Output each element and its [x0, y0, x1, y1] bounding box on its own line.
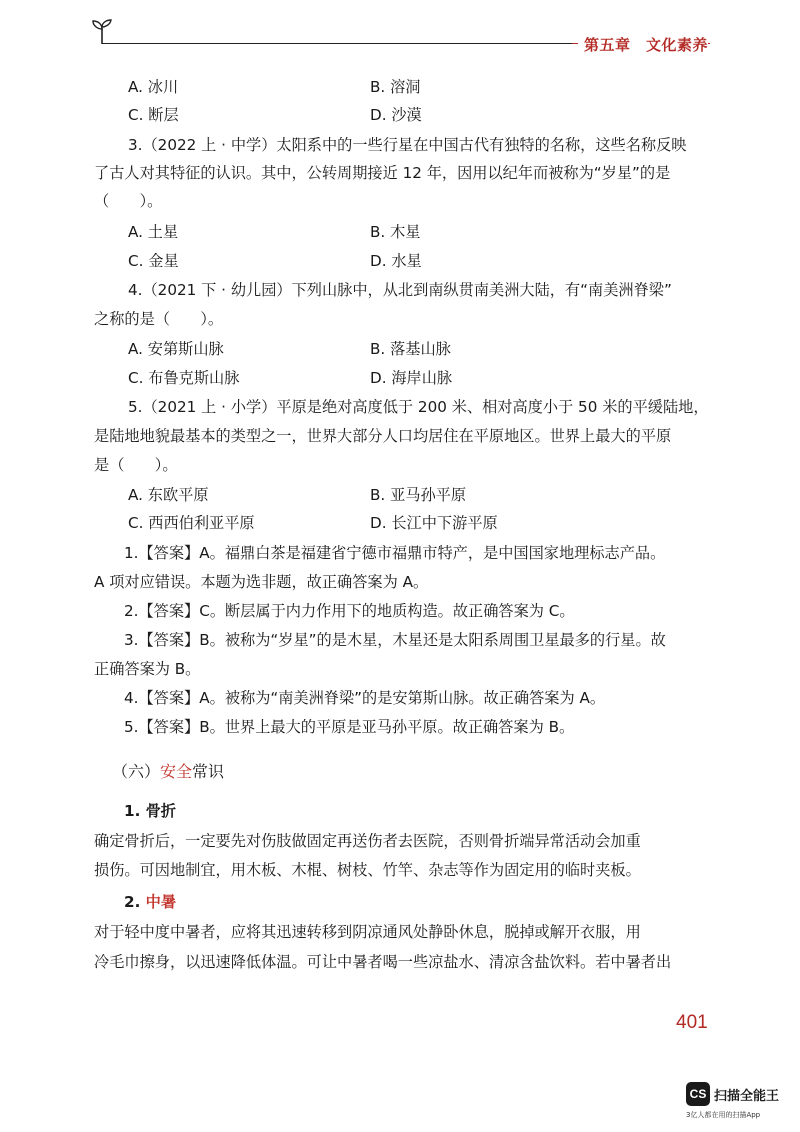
- q2-option-a: A. 冰川: [128, 78, 179, 96]
- header-rule: [102, 43, 572, 44]
- section-heading: [112, 764, 224, 780]
- camscanner-logo-icon: CS: [686, 1082, 710, 1106]
- heatstroke-heading-number: 2.: [124, 893, 146, 911]
- answer-2: 2.【答案】C。断层属于内力作用下的地质构造。故正确答案为 C。: [124, 602, 575, 620]
- q2-option-b: B. 溶洞: [370, 78, 421, 96]
- q4-option-a: A. 安第斯山脉: [128, 340, 224, 358]
- q2-option-c: C. 断层: [128, 106, 179, 124]
- answer-3-line1: 3.【答案】B。被称为“岁星”的是木星，木星还是太阳系周围卫星最多的行星。故: [124, 631, 666, 649]
- q5-option-c: C. 西西伯利亚平原: [128, 514, 255, 532]
- fracture-text-line2: 损伤。可因地制宜，用木板、木棍、树枝、竹竿、杂志等作为固定用的临时夹板。: [94, 861, 641, 879]
- q4-option-b: B. 落基山脉: [370, 340, 451, 358]
- q3-option-c: C. 金星: [128, 252, 179, 270]
- q5-option-d: D. 长江中下游平原: [370, 514, 498, 532]
- q5-option-a: A. 东欧平原: [128, 486, 209, 504]
- q4-option-c: C. 布鲁克斯山脉: [128, 369, 240, 387]
- answer-1-line2: A 项对应错误。本题为选非题，故正确答案为 A。: [94, 573, 429, 591]
- sprout-icon: [88, 16, 118, 46]
- page-number: 401: [676, 1012, 708, 1033]
- watermark-title: 扫描全能王: [714, 1089, 780, 1104]
- fracture-heading: 1. 骨折: [124, 802, 176, 820]
- answer-1-line1: 1.【答案】A。福鼎白茶是福建省宁德市福鼎市特产，是中国国家地理标志产品。: [124, 544, 666, 562]
- watermark-subtitle: 3亿人都在用的扫描App: [686, 1111, 761, 1119]
- q5-stem-line1: 5.（2021 上 · 小学）平原是绝对高度低于 200 米、相对高度小于 50 米的平缓陆地，: [128, 398, 709, 416]
- q2-option-d: D. 沙漠: [370, 106, 422, 124]
- q5-option-b: B. 亚马孙平原: [370, 486, 467, 504]
- chapter-title: 第五章 文化素养: [578, 34, 708, 55]
- heatstroke-text-line1: 对于轻中度中暑者，应将其迅速转移到阴凉通风处静卧休息，脱掉或解开衣服，用: [94, 923, 641, 941]
- q3-stem-line2: 了古人对其特征的认识。其中，公转周期接近 12 年，因用以纪年而被称为“岁星”的是: [94, 164, 671, 182]
- answer-5: 5.【答案】B。世界上最大的平原是亚马孙平原。故正确答案为 B。: [124, 718, 575, 736]
- q4-option-d: D. 海岸山脉: [370, 369, 453, 387]
- section-prefix: （六）: [112, 762, 161, 781]
- q3-option-b: B. 木星: [370, 223, 421, 241]
- q4-stem-line2: 之称的是（ ）。: [94, 310, 224, 328]
- answer-4: 4.【答案】A。被称为“南美洲脊梁”的是安第斯山脉。故正确答案为 A。: [124, 689, 606, 707]
- q3-option-d: D. 水星: [370, 252, 422, 270]
- q5-stem-line3: 是（ ）。: [94, 456, 178, 474]
- heatstroke-heading-title: 中暑: [145, 893, 176, 911]
- answer-3-line2: 正确答案为 B。: [94, 660, 201, 678]
- heatstroke-text-line2: 冷毛巾擦身，以迅速降低体温。可让中暑者喝一些凉盐水、清凉含盐饮料。若中暑者出: [94, 953, 672, 971]
- q4-stem-line1: 4.（2021 下 · 幼儿园）下列山脉中，从北到南纵贯南美洲大陆，有“南美洲脊梁”: [128, 281, 672, 299]
- q3-option-a: A. 土星: [128, 223, 179, 241]
- q3-stem-line1: 3.（2022 上 · 中学）太阳系中的一些行星在中国古代有独特的名称，这些名称反映: [128, 136, 687, 154]
- q3-stem-line3: （ ）。: [94, 192, 163, 210]
- scanner-watermark: [686, 1082, 786, 1122]
- section-title-accent: 安全: [160, 762, 193, 781]
- heatstroke-heading: [124, 895, 176, 910]
- fracture-text-line1: 确定骨折后，一定要先对伤肢做固定再送伤者去医院，否则骨折端异常活动会加重: [94, 832, 641, 850]
- q5-stem-line2: 是陆地地貌最基本的类型之一，世界大部分人口均居住在平原地区。世界上最大的平原: [94, 427, 672, 445]
- section-title-rest: 常识: [192, 762, 225, 781]
